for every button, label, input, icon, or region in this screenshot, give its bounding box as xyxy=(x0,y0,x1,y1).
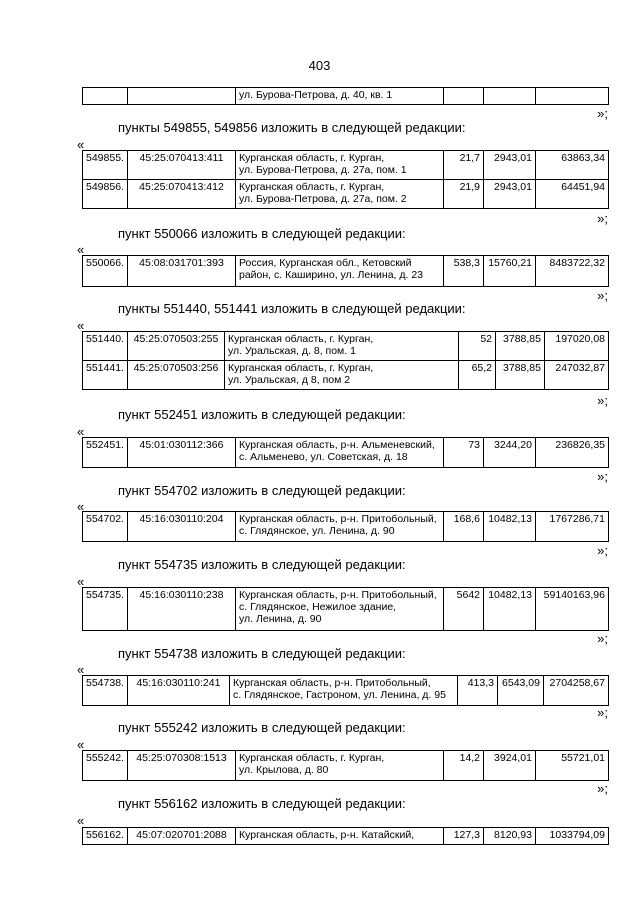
register-table xyxy=(82,587,609,631)
register-table xyxy=(82,255,609,287)
row-number-cell: 554738. xyxy=(83,676,128,706)
row-number-cell xyxy=(83,88,128,105)
register-table xyxy=(82,150,609,209)
area-cell: 65,2 xyxy=(459,361,496,390)
cadastral-number-cell: 45:25:070503:256 xyxy=(128,361,225,390)
register-table xyxy=(82,675,609,706)
address-cell xyxy=(236,88,444,105)
address-line: с. Глядянское, Нежилое здание, xyxy=(239,601,397,613)
area-cell: 168,6 xyxy=(444,512,484,542)
rate-cell: 6543,09 xyxy=(498,676,544,706)
table-row xyxy=(83,512,609,542)
address-cell xyxy=(236,751,444,781)
address-line: Курганская область, р-н. Катайский, xyxy=(239,829,415,841)
amendment-instruction: пункты 549855, 549856 изложить в следующей редакции: xyxy=(118,120,466,135)
closing-quote: »; xyxy=(597,705,608,720)
table-row xyxy=(83,151,609,180)
cadastral-number-cell: 45:16:030110:241 xyxy=(128,676,230,706)
rate-cell: 3788,85 xyxy=(496,361,545,390)
area-cell: 73 xyxy=(444,438,484,468)
address-line: Курганская область, р-н. Притобольный, xyxy=(239,513,437,525)
address-cell xyxy=(225,361,459,390)
rate-cell: 3244,20 xyxy=(484,438,536,468)
rate-cell: 10482,13 xyxy=(484,512,536,542)
address-cell xyxy=(230,676,458,706)
row-number-cell: 556162. xyxy=(83,828,128,845)
cadastral-number-cell: 45:16:030110:204 xyxy=(128,512,236,542)
area-cell: 21,9 xyxy=(444,180,484,209)
row-number-cell: 549856. xyxy=(83,180,128,209)
cadastral-value-cell: 59140163,96 xyxy=(536,588,609,631)
cadastral-value-cell: 1767286,71 xyxy=(536,512,609,542)
cadastral-value-cell xyxy=(536,88,609,105)
cadastral-value-cell: 55721,01 xyxy=(536,751,609,781)
table-row xyxy=(83,828,609,845)
address-line: Курганская область, г. Курган, xyxy=(228,362,374,374)
opening-quote: « xyxy=(77,424,85,439)
address-line: с. Глядянское, ул. Ленина, д. 90 xyxy=(239,525,395,537)
register-table xyxy=(82,750,609,781)
address-line: ул. Уральская, д 8, пом 2 xyxy=(228,374,351,386)
closing-quote: »; xyxy=(597,106,608,121)
rate-cell xyxy=(484,88,536,105)
cadastral-number-cell: 45:25:070413:411 xyxy=(128,151,236,180)
cadastral-value-cell: 236826,35 xyxy=(536,438,609,468)
cadastral-number-cell: 45:01:030112:366 xyxy=(128,438,236,468)
cadastral-number-cell xyxy=(128,88,236,105)
opening-quote: « xyxy=(77,813,85,828)
amendment-instruction: пункт 552451 изложить в следующей редакции: xyxy=(118,407,406,422)
address-line: Курганская область, р-н. Притобольный, xyxy=(239,589,437,601)
address-cell xyxy=(225,332,459,361)
opening-quote: « xyxy=(77,574,85,589)
opening-quote: « xyxy=(77,137,85,152)
closing-quote: »; xyxy=(597,469,608,484)
rate-cell: 3924,01 xyxy=(484,751,536,781)
address-line: Курганская область, г. Курган, xyxy=(239,181,385,193)
cadastral-number-cell: 45:25:070308:1513 xyxy=(128,751,236,781)
closing-quote: »; xyxy=(597,393,608,408)
address-line: Курганская область, р-н. Притобольный, xyxy=(233,677,431,689)
address-cell xyxy=(236,151,444,180)
address-line: ул. Ленина, д. 90 xyxy=(239,613,322,625)
cadastral-number-cell: 45:08:031701:393 xyxy=(128,256,236,287)
row-number-cell: 549855. xyxy=(83,151,128,180)
address-line: ул. Крылова, д. 80 xyxy=(239,764,329,776)
address-line: Россия, Курганская обл., Кетовский xyxy=(239,257,412,269)
cadastral-value-cell: 63863,34 xyxy=(536,151,609,180)
area-cell: 21,7 xyxy=(444,151,484,180)
opening-quote: « xyxy=(77,499,85,514)
address-cell xyxy=(236,512,444,542)
cadastral-number-cell: 45:25:070413:412 xyxy=(128,180,236,209)
address-cell xyxy=(236,180,444,209)
area-cell: 413,3 xyxy=(458,676,498,706)
closing-quote: »; xyxy=(597,781,608,796)
area-cell: 538,3 xyxy=(444,256,484,287)
register-table xyxy=(82,87,609,105)
address-cell xyxy=(236,588,444,631)
area-cell: 14,2 xyxy=(444,751,484,781)
amendment-instruction: пункт 555242 изложить в следующей редакции: xyxy=(118,720,406,735)
table-row xyxy=(83,180,609,209)
address-cell xyxy=(236,438,444,468)
row-number-cell: 550066. xyxy=(83,256,128,287)
page-number: 403 xyxy=(308,58,331,73)
cadastral-number-cell: 45:25:070503:255 xyxy=(128,332,225,361)
closing-quote: »; xyxy=(597,631,608,646)
area-cell: 127,3 xyxy=(444,828,484,845)
amendment-instruction: пункт 554735 изложить в следующей редакции: xyxy=(118,557,406,572)
cadastral-value-cell: 8483722,32 xyxy=(536,256,609,287)
row-number-cell: 555242. xyxy=(83,751,128,781)
row-number-cell: 554735. xyxy=(83,588,128,631)
address-line: с. Глядянское, Гастроном, ул. Ленина, д. 95 xyxy=(233,689,446,701)
address-line: ул. Уральская, д. 8, пом. 1 xyxy=(228,345,356,357)
table-row xyxy=(83,256,609,287)
register-table xyxy=(82,437,609,468)
cadastral-number-cell: 45:07:020701:2088 xyxy=(128,828,236,845)
closing-quote: »; xyxy=(597,288,608,303)
address-line: ул. Бурова-Петрова, д. 27а, пом. 2 xyxy=(239,193,407,205)
rate-cell: 8120,93 xyxy=(484,828,536,845)
cadastral-value-cell: 2704258,67 xyxy=(544,676,609,706)
register-table xyxy=(82,331,609,390)
table-row xyxy=(83,438,609,468)
closing-quote: »; xyxy=(597,211,608,226)
address-cell xyxy=(236,828,444,845)
opening-quote: « xyxy=(77,242,85,257)
table-row xyxy=(83,588,609,631)
address-line: Курганская область, г. Курган, xyxy=(239,752,385,764)
rate-cell: 10482,13 xyxy=(484,588,536,631)
closing-quote: »; xyxy=(597,543,608,558)
amendment-instruction: пункты 551440, 551441 изложить в следующей редакции: xyxy=(118,301,466,316)
table-row xyxy=(83,332,609,361)
address-line: Курганская область, р-н. Альменевский, xyxy=(239,439,435,451)
address-line: с. Альменево, ул. Советская, д. 18 xyxy=(239,451,408,463)
cadastral-value-cell: 64451,94 xyxy=(536,180,609,209)
register-table xyxy=(82,827,609,845)
address-line: Курганская область, г. Курган, xyxy=(228,333,374,345)
address-cell xyxy=(236,256,444,287)
rate-cell: 3788,85 xyxy=(496,332,545,361)
opening-quote: « xyxy=(77,737,85,752)
amendment-instruction: пункт 554738 изложить в следующей редакции: xyxy=(118,646,406,661)
area-cell: 5642 xyxy=(444,588,484,631)
table-row xyxy=(83,88,609,105)
area-cell: 52 xyxy=(459,332,496,361)
amendment-instruction: пункт 554702 изложить в следующей редакции: xyxy=(118,483,406,498)
cadastral-value-cell: 1033794,09 xyxy=(536,828,609,845)
opening-quote: « xyxy=(77,318,85,333)
rate-cell: 2943,01 xyxy=(484,180,536,209)
table-row xyxy=(83,676,609,706)
cadastral-value-cell: 247032,87 xyxy=(545,361,609,390)
address-line: район, с. Каширино, ул. Ленина, д. 23 xyxy=(239,269,424,281)
row-number-cell: 554702. xyxy=(83,512,128,542)
rate-cell: 2943,01 xyxy=(484,151,536,180)
area-cell xyxy=(444,88,484,105)
row-number-cell: 551440. xyxy=(83,332,128,361)
opening-quote: « xyxy=(77,662,85,677)
row-number-cell: 551441. xyxy=(83,361,128,390)
address-line: ул. Бурова-Петрова, д. 40, кв. 1 xyxy=(239,89,393,101)
table-row xyxy=(83,751,609,781)
register-table xyxy=(82,511,609,542)
address-line: ул. Бурова-Петрова, д. 27а, пом. 1 xyxy=(239,164,407,176)
amendment-instruction: пункт 556162 изложить в следующей редакции: xyxy=(118,796,406,811)
rate-cell: 15760,21 xyxy=(484,256,536,287)
row-number-cell: 552451. xyxy=(83,438,128,468)
address-line: Курганская область, г. Курган, xyxy=(239,152,385,164)
cadastral-number-cell: 45:16:030110:238 xyxy=(128,588,236,631)
cadastral-value-cell: 197020,08 xyxy=(545,332,609,361)
amendment-instruction: пункт 550066 изложить в следующей редакции: xyxy=(118,226,406,241)
table-row xyxy=(83,361,609,390)
